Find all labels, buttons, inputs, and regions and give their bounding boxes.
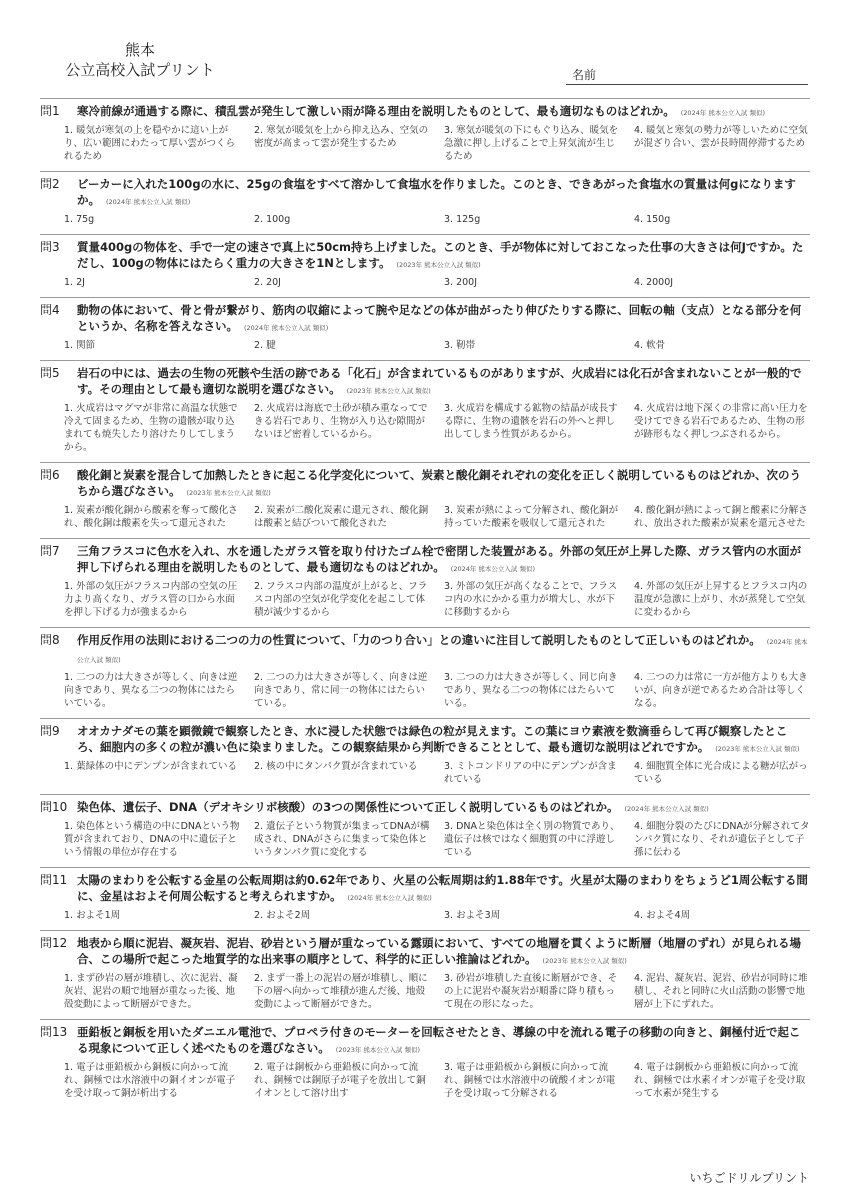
option-list [64, 504, 810, 530]
answer-option[interactable]: 2. 100g [254, 214, 291, 225]
name-label: 名前 [572, 68, 597, 82]
answer-option[interactable]: 3. 靭帯 [444, 340, 476, 351]
question-text: オオカナダモの葉を顕微鏡で観察したとき、水に浸した状態では緑色の粒が見えます。この葉にヨウ素液を数滴垂らして再び観察したところ、細胞内の多くの粒が濃い色に染まりました。この観察結果から判断できることとして、最も適切な説明はどれですか。 [77, 724, 788, 754]
question-text: 動物の体において、骨と骨が繋がり、筋肉の収縮によって腕や足などの体が曲がったり伸びたりする際に、回転の軸（支点）となる部分を何というか、名称を答えなさい。 [77, 303, 802, 333]
answer-option[interactable]: 2. 20J [254, 277, 281, 288]
question-text: 染色体、遺伝子、DNA（デオキシリボ核酸）の3つの関係性について正しく説明しているものはどれか。 [77, 800, 619, 814]
question-text: 亜鉛板と銅板を用いたダニエル電池で、プロペラ付きのモーターを回転させたとき、導線の中を流れる電子の移動の向きと、銅極付近で起こる現象について正しく述べたものを選びなさい。 [77, 1025, 801, 1055]
question-text: 太陽のまわりを公転する金星の公転周期は約0.62年であり、火星の公転周期は約1.88年です。火星が太陽のまわりをちょうど1周公転する間に、金星はおよそ何周公転すると考えられますか。 [77, 873, 808, 903]
question-body [77, 543, 810, 577]
question-row [40, 239, 810, 273]
question-row [40, 632, 810, 668]
question-row [40, 176, 810, 210]
question-source: (2023年 熊本公立入試 類似) [396, 261, 481, 269]
question-block [40, 627, 810, 718]
question-row [40, 302, 810, 336]
question-source: (2023年 熊本公立入試 類似) [346, 387, 431, 395]
question-source: (2023年 熊本公立入試 類似) [186, 489, 271, 497]
answer-option[interactable]: 1. およそ1周 [64, 910, 121, 921]
question-row [40, 799, 810, 817]
answer-option[interactable]: 4. 泥岩、凝灰岩、泥岩、砂岩が同時に堆積し、それと同時に火山活動の影響で地層が上下にずれた。 [634, 973, 808, 1010]
answer-option[interactable]: 1. まず砂岩の層が堆積し、次に泥岩、凝灰岩、泥岩の順で地層が重なった後、地殻変動によって断層ができた。 [64, 973, 238, 1010]
question-block [40, 718, 810, 794]
question-row [40, 543, 810, 577]
answer-option[interactable]: 3. ミトコンドリアの中にデンプンが含まれている [444, 761, 617, 785]
answer-option[interactable]: 3. 200J [444, 277, 478, 288]
answer-option[interactable]: 4. 火成岩は地下深くの非常に高い圧力を受けてできる岩石であるため、生物の形が跡形もなく押しつぶされるから。 [634, 403, 808, 440]
question-source: (2023年 熊本公立入試 類似) [542, 957, 627, 965]
name-field[interactable] [566, 64, 808, 85]
answer-option[interactable]: 4. 暖気と寒気の勢力が等しいために空気が混ざり合い、雲が長時間停滞するため [634, 125, 808, 149]
question-number: 問7 [40, 544, 60, 558]
question-source: (2024年 熊本公立入試 類似) [624, 805, 709, 813]
question-number: 問4 [40, 303, 60, 317]
answer-option[interactable]: 2. 火成岩は海底で土砂が積み重なってできる岩石であり、生物が入り込む隙間がないほど密着しているから。 [254, 403, 428, 440]
answer-option[interactable]: 2. およそ2周 [254, 910, 311, 921]
question-number: 問8 [40, 633, 60, 647]
question-row [40, 872, 810, 906]
question-body [77, 365, 810, 399]
question-body [77, 467, 810, 501]
answer-option[interactable]: 2. 炭素が二酸化炭素に還元され、酸化銅は酸素と結びついて酸化された [254, 505, 429, 529]
question-block [40, 930, 810, 1019]
question-source: (2024年 熊本公立入試 類似) [680, 109, 766, 117]
question-source: (2023年 熊本公立入試 類似) [335, 1046, 421, 1054]
answer-option[interactable]: 3. DNAと染色体は全く別の物質であり、遺伝子は核ではなく細胞質の中に浮遊している [444, 821, 620, 858]
question-body [77, 302, 810, 336]
option-list [64, 124, 810, 163]
question-text: 質量400gの物体を、手で一定の速さで真上に50cm持ち上げました。このとき、手が物体に対しておこなった仕事の大きさは何Jですか。ただし、100gの物体にはたらく重力の大きさを1Nとします。 [77, 240, 804, 270]
answer-option[interactable]: 2. 遺伝子という物質が集まってDNAが構成され、DNAがさらに集まって染色体というタンパク質に変化する [254, 821, 430, 858]
question-body [77, 103, 810, 121]
answer-option[interactable]: 2. 寒気が暖気を上から抑え込み、空気の密度が高まって雲が発生するため [254, 125, 429, 149]
answer-option[interactable]: 4. 電子は銅板から亜鉛板に向かって流れ、銅極では水素イオンが電子を受け取って水素が発生する [634, 1062, 806, 1099]
question-body [77, 799, 810, 817]
answer-option[interactable]: 1. 染色体という構造の中にDNAという物質が含まれており、DNAの中に遺伝子という情報の単位が存在する [64, 821, 240, 858]
question-row [40, 365, 810, 399]
answer-option[interactable]: 2. フラスコ内部の温度が上がると、フラスコ内部の空気が化学変化を起こして体積が減少するから [254, 581, 428, 618]
option-list [64, 972, 810, 1011]
option-list [64, 671, 810, 710]
answer-option[interactable]: 4. 細胞質全体に光合成による糖が広がっている [634, 761, 808, 785]
print-title [60, 40, 220, 80]
answer-option[interactable]: 1. 二つの力は大きさが等しく、向きは逆向きであり、異なる二つの物体にはたらいている。 [64, 672, 238, 709]
answer-option[interactable]: 1. 関節 [64, 340, 96, 351]
question-list [40, 98, 810, 1108]
question-text: 地表から順に泥岩、凝灰岩、泥岩、砂岩という層が重なっている露頭において、すべての地層を貫くように断層（地層のずれ）が見られる場合、この場所で起こった地質学的な出来事の順序として、科学的に正しい推論はどれか。 [77, 936, 802, 966]
answer-option[interactable]: 4. 軟骨 [634, 340, 666, 351]
footer-brand: いちごドリルプリント [689, 1171, 809, 1185]
answer-option[interactable]: 3. 砂岩が堆積した直後に断層ができ、その上に泥岩や凝灰岩が順番に降り積もって現在の形になった。 [444, 973, 618, 1010]
question-body [77, 1024, 810, 1058]
answer-option[interactable]: 1. 暖気が寒気の上を穏やかに這い上がり、広い範囲にわたって厚い雲がつくられるため [64, 125, 236, 162]
question-row [40, 1024, 810, 1058]
question-row [40, 103, 810, 121]
answer-option[interactable]: 3. 寒気が暖気の下にもぐり込み、暖気を急激に押し上げることで上昇気流が生じるため [444, 125, 619, 162]
question-number: 問12 [40, 936, 68, 950]
question-text: 酸化銅と炭素を混合して加熱したときに起こる化学変化について、炭素と酸化銅それぞれの変化を正しく説明しているものはどれか、次のうちから選びなさい。 [77, 468, 802, 498]
answer-option[interactable]: 1. 2J [64, 277, 85, 288]
question-source: (2024年 熊本公立入試 類似) [450, 565, 536, 573]
question-number: 問6 [40, 468, 60, 482]
question-body [77, 723, 810, 757]
question-text: 作用反作用の法則における二つの力の性質について、「力のつり合い」との違いに注目して説明したものとして正しいものはどれか。 [77, 633, 761, 647]
question-source: (2024年 熊本公立入試 類似) [347, 894, 432, 902]
question-body [77, 176, 810, 210]
answer-option[interactable]: 4. 外部の気圧が上昇するとフラスコ内の温度が急激に上がり、水が蒸発して空気に変わるから [634, 581, 808, 618]
question-block [40, 462, 810, 538]
question-block [40, 794, 810, 867]
question-number: 問9 [40, 724, 60, 738]
question-block [40, 98, 810, 171]
answer-option[interactable]: 3. およそ3周 [444, 910, 501, 921]
question-block [40, 234, 810, 297]
question-number: 問3 [40, 240, 60, 254]
answer-option[interactable]: 4. 2000J [634, 277, 674, 288]
question-source: (2024年 熊本公立入試 類似) [244, 324, 329, 332]
answer-option[interactable]: 1. 電子は亜鉛板から銅板に向かって流れ、銅極では水溶液中の銅イオンが電子を受け取って銅が析出する [64, 1062, 236, 1099]
question-row [40, 723, 810, 757]
question-number: 問13 [40, 1025, 68, 1039]
answer-option[interactable]: 2. 核の中にタンパク質が含まれている [254, 761, 418, 772]
question-block [40, 538, 810, 627]
answer-option[interactable]: 3. 125g [444, 214, 481, 225]
answer-option[interactable]: 3. 炭素が熱によって分解され、酸化銅が持っていた酸素を吸収して還元された [444, 505, 619, 529]
question-block [40, 171, 810, 234]
answer-option[interactable]: 2. まず一番上の泥岩の層が堆積し、順に下の層へ向かって堆積が進んだ後、地殻変動によって断層ができた。 [254, 973, 428, 1010]
question-number: 問2 [40, 177, 60, 191]
answer-option[interactable]: 4. およそ4周 [634, 910, 691, 921]
option-list [64, 402, 810, 454]
question-body [77, 935, 810, 969]
question-body [77, 239, 810, 273]
option-list [64, 213, 810, 226]
answer-option[interactable]: 1. 外部の気圧がフラスコ内部の空気の圧力より高くなり、ガラス管の口から水面を押し下げる力が強まるから [64, 581, 238, 618]
answer-option[interactable]: 2. 電子は銅板から亜鉛板に向かって流れ、銅極では銅原子が電子を放出して銅イオンとして溶け出す [254, 1062, 426, 1099]
question-number: 問10 [40, 800, 68, 814]
answer-option[interactable]: 3. 外部の気圧が高くなることで、フラスコ内の水にかかる重力が増大し、水が下に移動するから [444, 581, 618, 618]
option-list [64, 760, 810, 786]
answer-option[interactable]: 4. 細胞分裂のたびにDNAが分解されてタンパク質になり、それが遺伝子として子孫に伝わる [634, 821, 810, 858]
question-block [40, 360, 810, 462]
option-list [64, 580, 810, 619]
option-list [64, 909, 810, 922]
question-text: 三角フラスコに色水を入れ、水を通したガラス管を取り付けたゴム栓で密閉した装置がある。外部の気圧が上昇した際、ガラス管内の水面が押し下げられる理由を説明したものとして、最も適切なものはどれか。 [77, 544, 802, 574]
answer-option[interactable]: 2. 二つの力は大きさが等しく、向きは逆向きであり、常に同一の物体にはたらいている。 [254, 672, 428, 709]
question-body [77, 632, 810, 668]
question-text: 寒冷前線が通過する際に、積乱雲が発生して激しい雨が降る理由を説明したものとして、最も適切なものはどれか。 [77, 104, 675, 118]
question-source: (2024年 熊本公立入試 類似) [106, 198, 191, 206]
question-number: 問1 [40, 104, 60, 118]
option-list [64, 820, 810, 859]
answer-option[interactable]: 3. 二つの力は大きさが等しく、同じ向きであり、異なる二つの物体にはたらいている。 [444, 672, 618, 709]
answer-option[interactable]: 4. 酸化銅が熱によって銅と酸素に分解され、放出された酸素が炭素を還元させた [634, 505, 808, 529]
option-list [64, 339, 810, 352]
answer-option[interactable]: 3. 火成岩を構成する鉱物の結晶が成長する際に、生物の遺骸を岩石の外へと押し出してしまう性質があるから。 [444, 403, 618, 440]
question-source: (2023年 熊本公立入試 類似) [715, 745, 800, 753]
question-text: 岩石の中には、過去の生物の死骸や生活の跡である「化石」が含まれているものがありますが、火成岩には化石が含まれないことが一般的です。その理由として最も適切な説明を選びなさい。 [77, 366, 802, 396]
title-subject: 公立高校入試プリント [65, 61, 215, 79]
answer-option[interactable]: 1. 炭素が酸化銅から酸素を奪って酸化され、酸化銅は酸素を失って還元された [64, 505, 238, 529]
answer-option[interactable]: 4. 150g [634, 214, 671, 225]
option-list [64, 276, 810, 289]
answer-option[interactable]: 1. 火成岩はマグマが非常に高温な状態で冷えて固まるため、生物の遺骸が取り込まれても焼失したり溶けたりしてしまうから。 [64, 403, 238, 453]
question-number: 問11 [40, 873, 68, 887]
question-body [77, 872, 810, 906]
question-block [40, 867, 810, 930]
answer-option[interactable]: 3. 電子は亜鉛板から銅板に向かって流れ、銅極では水溶液中の硫酸イオンが電子を受け取って分解される [444, 1062, 616, 1099]
title-prefecture: 熊本 [124, 41, 155, 59]
answer-option[interactable]: 1. 75g [64, 214, 95, 225]
question-row [40, 935, 810, 969]
answer-option[interactable]: 4. 二つの力は常に一方が他方よりも大きいが、向きが逆であるため合計は等しくなる。 [634, 672, 808, 709]
option-list [64, 1061, 810, 1100]
question-block [40, 297, 810, 360]
question-row [40, 467, 810, 501]
question-source: (2024年 熊本公立入試 類似) [77, 638, 808, 664]
question-text: ビーカーに入れた100gの水に、25gの食塩をすべて溶かして食塩水を作りました。このとき、できあがった食塩水の質量は何gになりますか。 [77, 177, 796, 207]
question-number: 問5 [40, 366, 60, 380]
answer-option[interactable]: 2. 腱 [254, 340, 276, 351]
question-block [40, 1019, 810, 1108]
answer-option[interactable]: 1. 葉緑体の中にデンプンが含まれている [64, 761, 238, 772]
